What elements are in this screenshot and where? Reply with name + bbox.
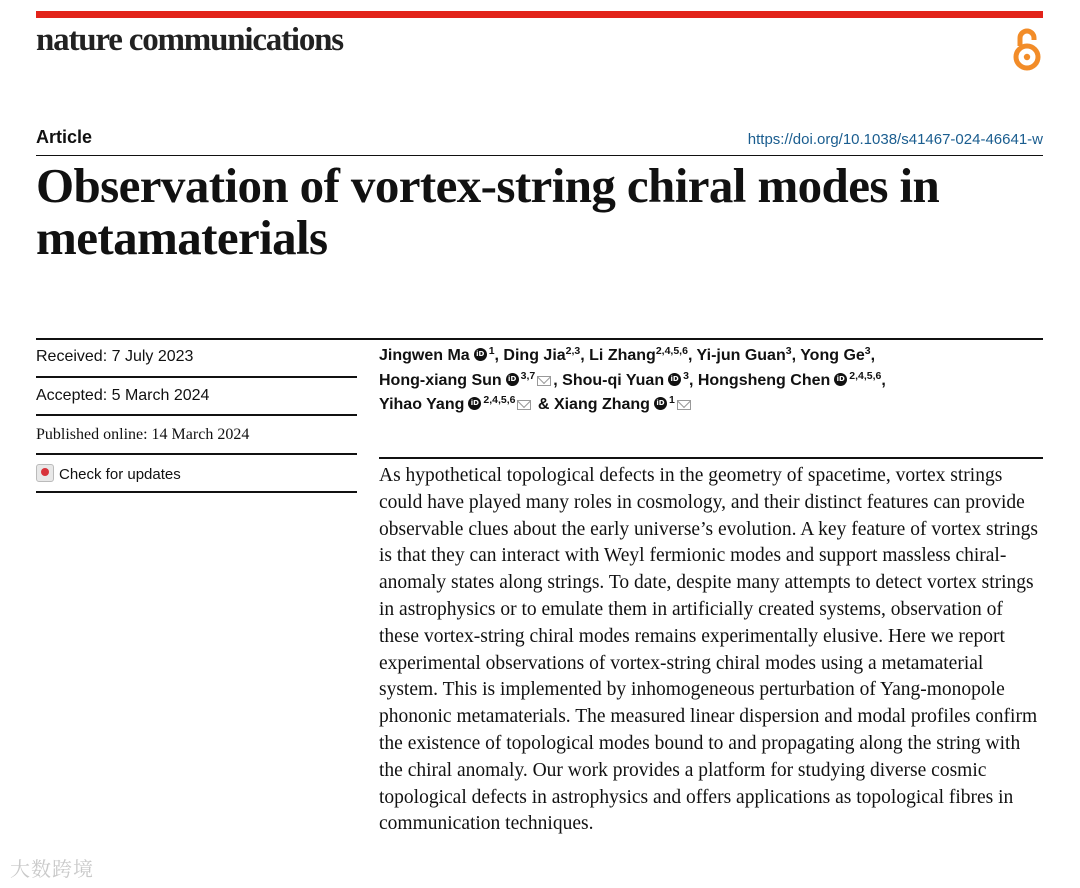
accepted-date: Accepted: 5 March 2024 bbox=[36, 387, 210, 404]
author-entry[interactable] bbox=[697, 369, 882, 389]
author-name: Ding Jia bbox=[503, 347, 566, 364]
author-entry[interactable] bbox=[589, 347, 688, 364]
author-separator: & bbox=[533, 396, 554, 413]
author-affiliation: 3 bbox=[864, 345, 871, 357]
check-updates-label: Check for updates bbox=[59, 466, 181, 483]
meta-divider bbox=[36, 376, 357, 378]
author-name: Yong Ge bbox=[800, 347, 865, 364]
author-affiliation: 1 bbox=[668, 394, 675, 406]
email-icon[interactable] bbox=[537, 376, 551, 386]
meta-divider bbox=[36, 453, 357, 455]
meta-divider bbox=[36, 491, 357, 493]
header-divider bbox=[36, 155, 1043, 156]
author-name: Hong-xiang Sun bbox=[379, 371, 502, 389]
author-entry[interactable] bbox=[562, 369, 689, 389]
watermark-text: 大数跨境 bbox=[10, 857, 94, 881]
author-separator: , bbox=[494, 347, 504, 364]
author-name: Hongsheng Chen bbox=[697, 371, 831, 389]
author-entry[interactable] bbox=[554, 396, 693, 413]
author-affiliation: 1 bbox=[488, 345, 495, 357]
section-divider bbox=[36, 338, 1043, 340]
received-date: Received: 7 July 2023 bbox=[36, 348, 194, 365]
author-separator: , bbox=[881, 371, 886, 389]
author-entry[interactable] bbox=[503, 347, 580, 364]
author-separator: , bbox=[688, 371, 698, 389]
author-entry[interactable] bbox=[379, 396, 533, 413]
author-separator: , bbox=[553, 371, 563, 389]
author-affiliation: 3 bbox=[785, 345, 792, 357]
orcid-icon[interactable] bbox=[506, 373, 519, 386]
meta-divider bbox=[36, 414, 357, 416]
author-separator: , bbox=[687, 347, 697, 364]
author-name: Shou-qi Yuan bbox=[562, 371, 665, 389]
email-icon[interactable] bbox=[677, 400, 691, 410]
article-type-label: Article bbox=[36, 127, 93, 147]
abstract-divider bbox=[379, 457, 1043, 459]
author-entry[interactable] bbox=[379, 369, 553, 389]
author-name: Jingwen Ma bbox=[379, 347, 470, 364]
journal-accent-bar bbox=[36, 11, 1043, 18]
author-name: Yihao Yang bbox=[379, 396, 465, 413]
orcid-icon[interactable] bbox=[668, 373, 681, 386]
orcid-icon[interactable] bbox=[468, 397, 481, 410]
email-icon[interactable] bbox=[517, 400, 531, 410]
author-affiliation: 3,7 bbox=[520, 369, 536, 382]
author-separator: , bbox=[580, 347, 590, 364]
author-affiliation: 2,3 bbox=[565, 345, 581, 357]
orcid-icon[interactable] bbox=[834, 373, 847, 386]
author-entry[interactable] bbox=[379, 347, 495, 364]
open-access-icon[interactable] bbox=[1010, 26, 1044, 72]
doi-link[interactable]: https://doi.org/10.1038/s41467-024-46641-w bbox=[747, 131, 1043, 148]
article-title: Observation of vortex-string chiral modes in metamaterials bbox=[36, 158, 940, 265]
author-entry[interactable] bbox=[800, 347, 870, 364]
author-list bbox=[379, 344, 1044, 418]
orcid-icon[interactable] bbox=[654, 397, 667, 410]
author-separator: , bbox=[791, 347, 801, 364]
author-separator: , bbox=[870, 347, 876, 364]
abstract-text: As hypothetical topological defects in the geometry of spacetime, vortex strings could have played many roles in cosmology, and their distinct features can provide observable clues about the early universe’s evolution. A key feature of vortex strings is that they can interact with Weyl fermionic modes and support massless chiral-anomaly states along strings. To date, despite many attempts to detect vortex strings in astrophysics or to emulate them in artificially created systems, observation of these vortex-string chiral modes remains experimentally elusive. Here we report experimental observations of vortex-string chiral modes using a metamaterial system. This is implemented by inhomogeneous perturbation of Yang-monopole phononic metamaterials. The measured linear dispersion and modal profiles confirm the existence of topological modes bound to and propagating along the string with the chiral anomaly. Our work provides a platform for studying diverse cosmic topological defects in astrophysics and offers applications as topological fibres in communication techniques. bbox=[379, 465, 1039, 835]
author-name: Xiang Zhang bbox=[553, 396, 650, 413]
orcid-icon[interactable] bbox=[474, 348, 487, 361]
author-affiliation: 2,4,5,6 bbox=[849, 369, 882, 382]
author-name: Li Zhang bbox=[589, 347, 656, 364]
author-affiliation: 2,4,5,6 bbox=[655, 345, 688, 357]
check-updates-button[interactable] bbox=[36, 464, 357, 483]
author-name: Yi-jun Guan bbox=[696, 347, 786, 364]
journal-name[interactable]: nature communications bbox=[36, 22, 343, 58]
check-updates-icon bbox=[36, 464, 54, 482]
published-date: Published online: 14 March 2024 bbox=[36, 426, 250, 443]
author-affiliation: 3 bbox=[683, 369, 689, 382]
author-entry[interactable] bbox=[697, 347, 792, 364]
author-affiliation: 2,4,5,6 bbox=[483, 394, 516, 406]
